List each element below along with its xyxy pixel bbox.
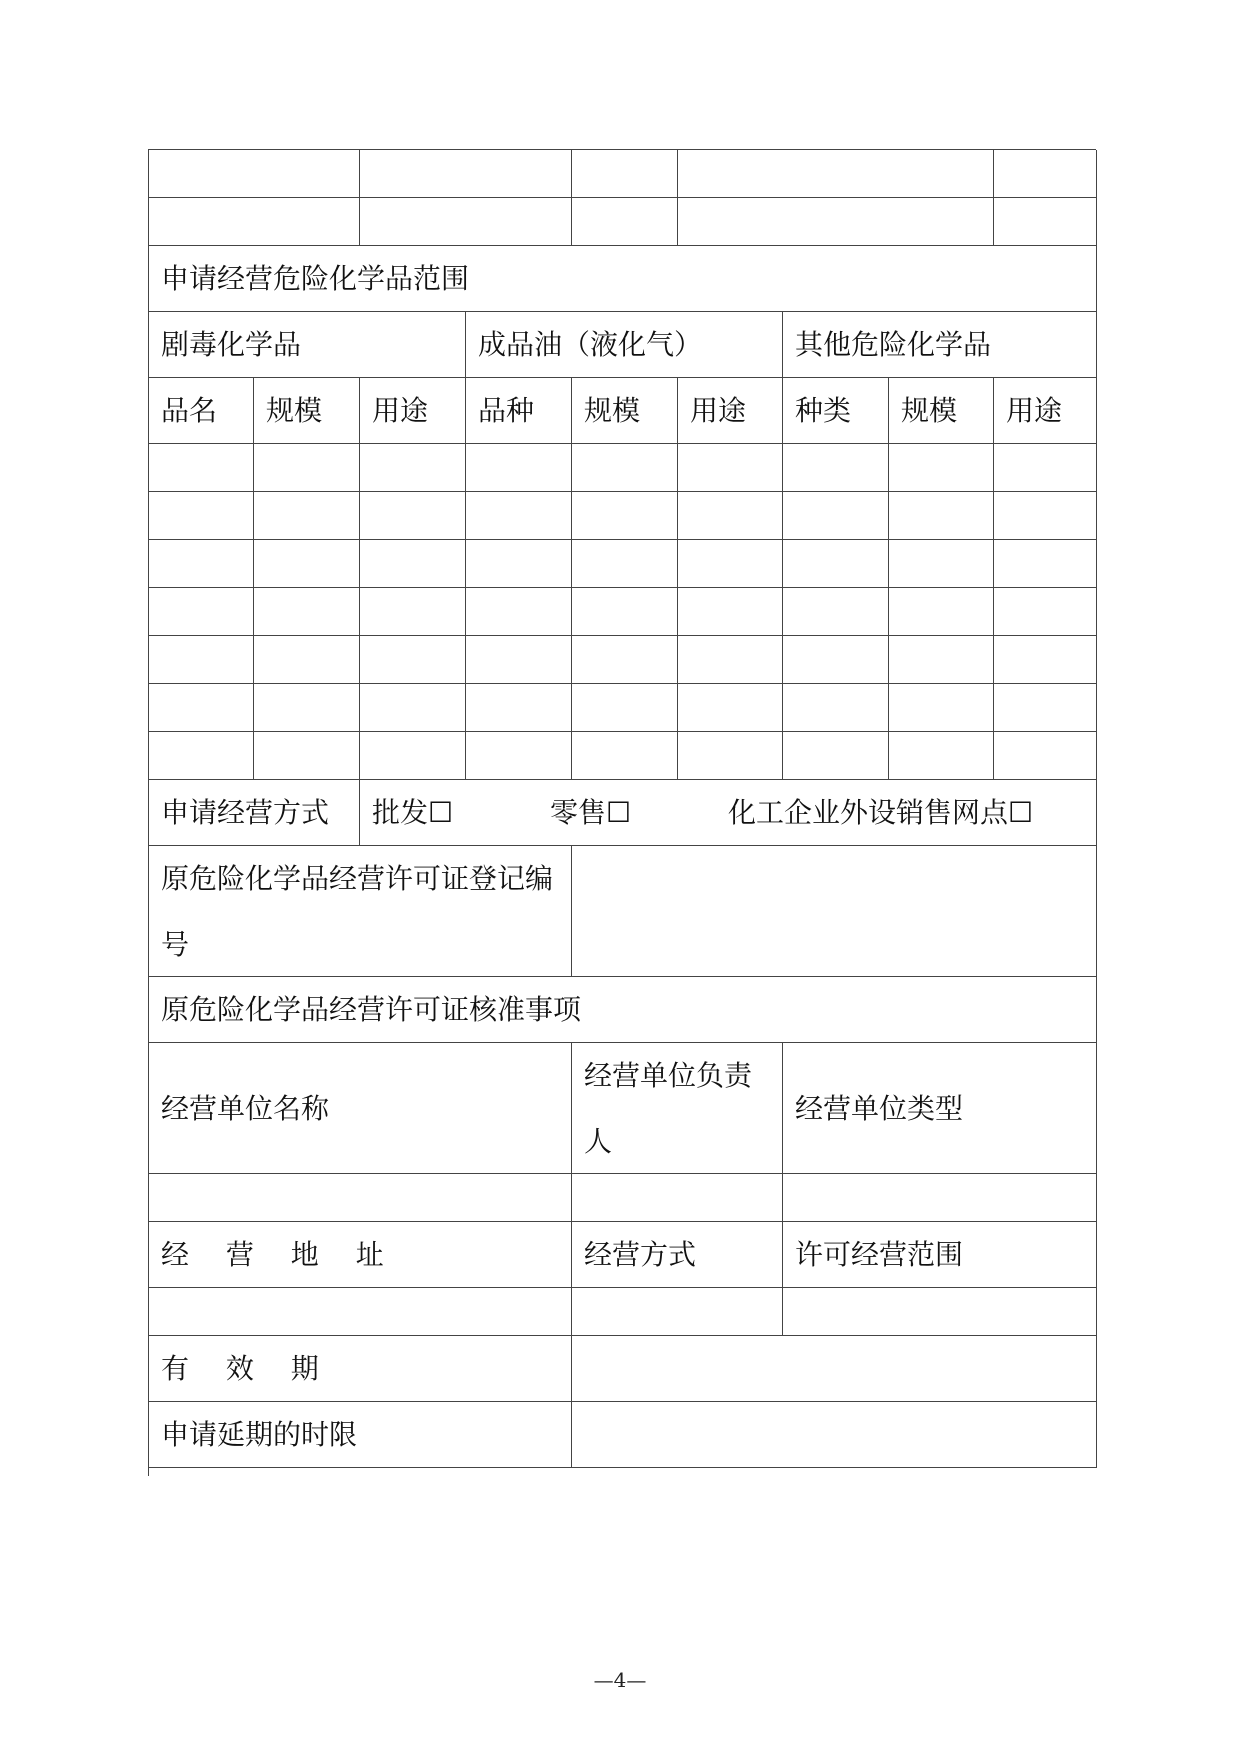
sub-header: 品名	[149, 378, 254, 444]
approved-items-label: 原危险化学品经营许可证核准事项	[149, 977, 1097, 1043]
method-options	[360, 780, 1097, 846]
chemical-entry-cell[interactable]	[994, 684, 1097, 732]
empty-cell[interactable]	[994, 198, 1097, 246]
license-scope-label: 许可经营范围	[783, 1222, 1097, 1288]
sub-header: 用途	[360, 378, 466, 444]
orig-license-no-label: 原危险化学品经营许可证登记编号	[149, 846, 572, 977]
chemical-entry-cell[interactable]	[466, 588, 572, 636]
unit-head-input[interactable]	[572, 1174, 783, 1222]
chemical-entry-cell[interactable]	[466, 684, 572, 732]
category-other: 其他危险化学品	[783, 312, 1097, 378]
chemical-entry-cell[interactable]	[466, 444, 572, 492]
license-scope-input[interactable]	[783, 1288, 1097, 1336]
chemical-entry-cell[interactable]	[572, 636, 678, 684]
empty-cell[interactable]	[572, 198, 678, 246]
validity-input[interactable]	[572, 1336, 1097, 1402]
chemical-entry-cell[interactable]	[678, 444, 783, 492]
chemical-entry-cell[interactable]	[994, 588, 1097, 636]
address-label: 经 营 地 址	[149, 1222, 572, 1288]
chemical-entry-cell[interactable]	[360, 684, 466, 732]
sub-header: 规模	[889, 378, 994, 444]
chemical-entry-cell[interactable]	[149, 540, 254, 588]
chemical-entry-cell[interactable]	[783, 636, 889, 684]
chemical-entry-cell[interactable]	[254, 684, 360, 732]
chemical-entry-cell[interactable]	[254, 732, 360, 780]
chemical-entry-cell[interactable]	[889, 636, 994, 684]
chemical-entry-cell[interactable]	[254, 636, 360, 684]
empty-cell[interactable]	[994, 150, 1097, 198]
sub-header: 品种	[466, 378, 572, 444]
empty-cell[interactable]	[678, 150, 994, 198]
category-refined-oil: 成品油（液化气）	[466, 312, 783, 378]
application-form-table	[148, 149, 1096, 1476]
chemical-entry-cell[interactable]	[783, 540, 889, 588]
chemical-entry-cell[interactable]	[149, 588, 254, 636]
sub-header: 规模	[572, 378, 678, 444]
method-label: 申请经营方式	[149, 780, 360, 846]
chemical-entry-cell[interactable]	[678, 732, 783, 780]
sub-header: 用途	[994, 378, 1097, 444]
chemical-entry-cell[interactable]	[149, 732, 254, 780]
chemical-entry-cell[interactable]	[149, 684, 254, 732]
chemical-entry-cell[interactable]	[994, 732, 1097, 780]
extension-input[interactable]	[572, 1402, 1097, 1468]
sub-header: 用途	[678, 378, 783, 444]
empty-cell[interactable]	[149, 150, 360, 198]
chemical-entry-cell[interactable]	[149, 492, 254, 540]
chemical-entry-cell[interactable]	[678, 540, 783, 588]
method-outlet-checkbox[interactable]: 化工企业外设销售网点☐	[728, 796, 1034, 829]
orig-license-no-input[interactable]	[572, 846, 1097, 977]
chemical-entry-cell[interactable]	[572, 588, 678, 636]
unit-head-label: 经营单位负责人	[572, 1043, 783, 1174]
unit-name-label: 经营单位名称	[149, 1043, 572, 1174]
chemical-entry-cell[interactable]	[360, 636, 466, 684]
chemical-entry-cell[interactable]	[149, 444, 254, 492]
validity-label: 有 效 期	[149, 1336, 572, 1402]
page-number: —4—	[593, 1668, 647, 1692]
empty-cell[interactable]	[360, 198, 572, 246]
chemical-entry-cell[interactable]	[360, 492, 466, 540]
chemical-entry-cell[interactable]	[994, 540, 1097, 588]
unit-type-label: 经营单位类型	[783, 1043, 1097, 1174]
address-input[interactable]	[149, 1288, 572, 1336]
chemical-entry-cell[interactable]	[889, 540, 994, 588]
empty-cell[interactable]	[678, 198, 994, 246]
sub-header: 规模	[254, 378, 360, 444]
category-toxic: 剧毒化学品	[149, 312, 466, 378]
chemical-entry-cell[interactable]	[783, 732, 889, 780]
unit-name-input[interactable]	[149, 1174, 572, 1222]
chemical-entry-cell[interactable]	[572, 540, 678, 588]
empty-cell[interactable]	[360, 150, 572, 198]
chemical-entry-cell[interactable]	[889, 684, 994, 732]
chemical-entry-cell[interactable]	[149, 636, 254, 684]
chemical-entry-cell[interactable]	[889, 492, 994, 540]
chemical-entry-cell[interactable]	[360, 588, 466, 636]
chemical-entry-cell[interactable]	[678, 588, 783, 636]
chemical-entry-cell[interactable]	[783, 684, 889, 732]
chemical-entry-cell[interactable]	[466, 540, 572, 588]
chemical-entry-cell[interactable]	[994, 444, 1097, 492]
chemical-entry-cell[interactable]	[360, 732, 466, 780]
chemical-entry-cell[interactable]	[254, 492, 360, 540]
chemical-entry-cell[interactable]	[783, 444, 889, 492]
chemical-entry-cell[interactable]	[466, 636, 572, 684]
chemical-entry-cell[interactable]	[254, 444, 360, 492]
chemical-entry-cell[interactable]	[466, 732, 572, 780]
chemical-entry-cell[interactable]	[572, 732, 678, 780]
empty-cell[interactable]	[572, 150, 678, 198]
chemical-entry-cell[interactable]	[572, 444, 678, 492]
chemical-entry-cell[interactable]	[889, 588, 994, 636]
chemical-entry-cell[interactable]	[994, 492, 1097, 540]
chemical-entry-cell[interactable]	[678, 636, 783, 684]
chemical-entry-cell[interactable]	[254, 540, 360, 588]
sub-header: 种类	[783, 378, 889, 444]
chemical-entry-cell[interactable]	[889, 444, 994, 492]
scope-title: 申请经营危险化学品范围	[149, 246, 1097, 312]
business-mode-input[interactable]	[572, 1288, 783, 1336]
empty-cell[interactable]	[149, 198, 360, 246]
chemical-entry-cell[interactable]	[466, 492, 572, 540]
chemical-entry-cell[interactable]	[360, 540, 466, 588]
unit-type-input[interactable]	[783, 1174, 1097, 1222]
chemical-entry-cell[interactable]	[572, 492, 678, 540]
chemical-entry-cell[interactable]	[360, 444, 466, 492]
chemical-entry-cell[interactable]	[678, 492, 783, 540]
chemical-entry-cell[interactable]	[572, 684, 678, 732]
method-wholesale-checkbox[interactable]: 批发☐	[372, 796, 454, 829]
chemical-entry-cell[interactable]	[678, 684, 783, 732]
method-retail-checkbox[interactable]: 零售☐	[550, 796, 632, 829]
business-mode-label: 经营方式	[572, 1222, 783, 1288]
chemical-entry-cell[interactable]	[783, 588, 889, 636]
chemical-entry-cell[interactable]	[254, 588, 360, 636]
extension-label: 申请延期的时限	[149, 1402, 572, 1468]
chemical-entry-cell[interactable]	[783, 492, 889, 540]
chemical-entry-cell[interactable]	[994, 636, 1097, 684]
chemical-entry-cell[interactable]	[889, 732, 994, 780]
